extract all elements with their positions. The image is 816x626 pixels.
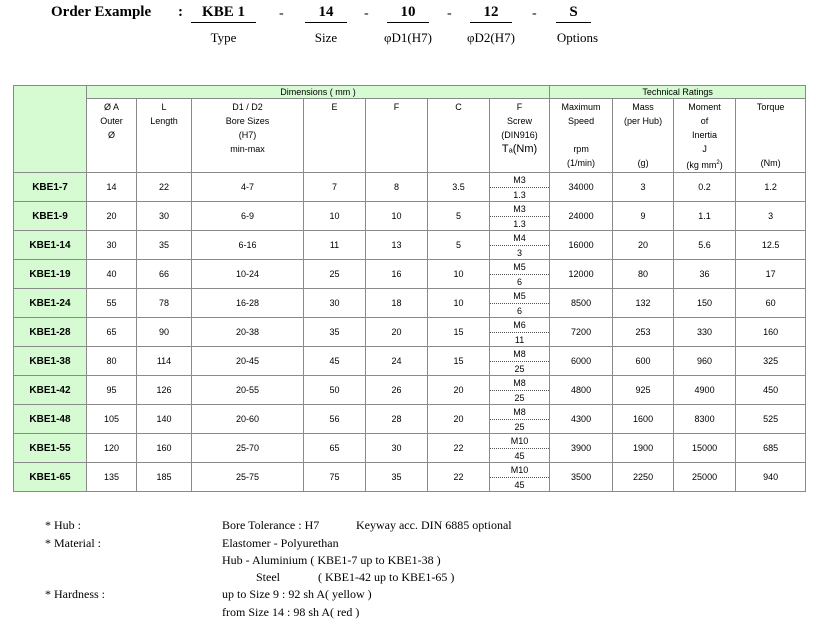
cell-screw: [490, 347, 550, 376]
cell-mass: 925: [613, 376, 674, 405]
cell-f: 13: [366, 231, 428, 260]
screw-size: M6: [490, 319, 549, 333]
cell-inertia: 15000: [674, 434, 736, 463]
cell-c: 5: [428, 231, 490, 260]
cell-l: 30: [137, 202, 192, 231]
order-code-options: S: [556, 4, 591, 23]
order-label-d2: φD2(H7): [467, 30, 515, 45]
cell-e: 75: [304, 463, 366, 492]
screw-size: M8: [490, 406, 549, 420]
cell-f: 8: [366, 173, 428, 202]
cell-e: 65: [304, 434, 366, 463]
screw-size: M3: [490, 174, 549, 188]
header-f: F: [366, 99, 428, 173]
order-code-type: KBE 1: [191, 4, 256, 23]
screw-size: M10: [490, 464, 549, 478]
cell-c: 22: [428, 434, 490, 463]
cell-e: 30: [304, 289, 366, 318]
note-material-line: ( KBE1-42 up to KBE1-65 ): [318, 570, 455, 584]
note-hub-text: Bore Tolerance : H7: [222, 518, 320, 532]
screw-torque: 25: [514, 392, 525, 403]
header-screw: F Screw (DIN916) Tₐ(Nm): [490, 99, 550, 173]
screw-size: M8: [490, 377, 549, 391]
cell-a: 135: [87, 463, 137, 492]
cell-a: 105: [87, 405, 137, 434]
cell-torque: 12.5: [736, 231, 806, 260]
cell-torque: 60: [736, 289, 806, 318]
note-material-line: Steel: [256, 570, 280, 584]
screw-torque: 25: [514, 421, 525, 432]
cell-model: KBE1-42: [14, 376, 87, 405]
table-row: [14, 231, 806, 260]
cell-f: 35: [366, 463, 428, 492]
cell-a: 120: [87, 434, 137, 463]
cell-screw: [490, 376, 550, 405]
cell-l: 114: [137, 347, 192, 376]
cell-a: 65: [87, 318, 137, 347]
cell-screw: [490, 463, 550, 492]
note-material-label: * Material :: [45, 536, 101, 550]
cell-model: KBE1-19: [14, 260, 87, 289]
cell-f: 16: [366, 260, 428, 289]
order-dash: -: [447, 6, 452, 21]
cell-model: KBE1-65: [14, 463, 87, 492]
cell-d: 25-70: [192, 434, 304, 463]
cell-mass: 9: [613, 202, 674, 231]
cell-l: 90: [137, 318, 192, 347]
screw-torque: 25: [514, 363, 525, 374]
cell-c: 5: [428, 202, 490, 231]
spec-table: [13, 85, 806, 492]
cell-screw: [490, 318, 550, 347]
cell-screw: [490, 202, 550, 231]
cell-l: 78: [137, 289, 192, 318]
cell-mass: 20: [613, 231, 674, 260]
cell-inertia: 150: [674, 289, 736, 318]
cell-speed: 24000: [550, 202, 613, 231]
cell-l: 140: [137, 405, 192, 434]
cell-model: KBE1-14: [14, 231, 87, 260]
cell-mass: 132: [613, 289, 674, 318]
header-e: E: [304, 99, 366, 173]
cell-f: 18: [366, 289, 428, 318]
cell-f: 28: [366, 405, 428, 434]
header-mass: Mass (per Hub) (g): [613, 99, 674, 173]
cell-l: 126: [137, 376, 192, 405]
order-code-d2: 12: [470, 4, 512, 23]
order-label-type: Type: [210, 30, 237, 45]
cell-d: 20-55: [192, 376, 304, 405]
cell-c: 15: [428, 347, 490, 376]
cell-c: 20: [428, 405, 490, 434]
screw-size: M8: [490, 348, 549, 362]
cell-e: 10: [304, 202, 366, 231]
cell-screw: [490, 231, 550, 260]
screw-size: M5: [490, 290, 549, 304]
screw-torque: 6: [517, 305, 523, 316]
cell-inertia: 8300: [674, 405, 736, 434]
screw-torque: 3: [517, 247, 523, 258]
note-material-line: Hub - Aluminium ( KBE1-7 up to KBE1-38 ): [222, 553, 441, 567]
order-dash: -: [364, 6, 369, 21]
cell-c: 3.5: [428, 173, 490, 202]
order-code-size: 14: [305, 4, 347, 23]
cell-a: 14: [87, 173, 137, 202]
cell-e: 11: [304, 231, 366, 260]
cell-torque: 685: [736, 434, 806, 463]
table-row: [14, 376, 806, 405]
cell-speed: 3900: [550, 434, 613, 463]
cell-c: 10: [428, 289, 490, 318]
cell-e: 7: [304, 173, 366, 202]
cell-model: KBE1-48: [14, 405, 87, 434]
cell-l: 66: [137, 260, 192, 289]
cell-a: 40: [87, 260, 137, 289]
screw-size: M4: [490, 232, 549, 246]
cell-speed: 12000: [550, 260, 613, 289]
cell-a: 30: [87, 231, 137, 260]
cell-mass: 1900: [613, 434, 674, 463]
cell-torque: 160: [736, 318, 806, 347]
note-material-line: Elastomer - Polyurethan: [222, 536, 339, 550]
cell-e: 25: [304, 260, 366, 289]
cell-f: 20: [366, 318, 428, 347]
cell-inertia: 1.1: [674, 202, 736, 231]
cell-torque: 17: [736, 260, 806, 289]
screw-torque: 45: [514, 479, 525, 490]
order-dash: -: [279, 6, 284, 21]
cell-mass: 600: [613, 347, 674, 376]
note-hardness-line: from Size 14 : 98 sh A( red ): [222, 605, 360, 619]
cell-model: KBE1-55: [14, 434, 87, 463]
cell-l: 185: [137, 463, 192, 492]
header-torque: Torque (Nm): [736, 99, 806, 173]
cell-e: 50: [304, 376, 366, 405]
table-row: [14, 260, 806, 289]
cell-l: 22: [137, 173, 192, 202]
group-dimensions: Dimensions ( mm ): [87, 86, 550, 99]
cell-inertia: 4900: [674, 376, 736, 405]
order-example-colon: :: [178, 4, 183, 20]
screw-size: M10: [490, 435, 549, 449]
cell-torque: 940: [736, 463, 806, 492]
header-max-speed: Maximum Speed rpm (1/min): [550, 99, 613, 173]
cell-inertia: 25000: [674, 463, 736, 492]
screw-size: M3: [490, 203, 549, 217]
header-corner: [14, 86, 87, 173]
cell-speed: 4800: [550, 376, 613, 405]
cell-speed: 6000: [550, 347, 613, 376]
cell-a: 80: [87, 347, 137, 376]
cell-e: 56: [304, 405, 366, 434]
cell-screw: [490, 173, 550, 202]
cell-c: 10: [428, 260, 490, 289]
cell-l: 160: [137, 434, 192, 463]
cell-inertia: 0.2: [674, 173, 736, 202]
cell-speed: 4300: [550, 405, 613, 434]
cell-d: 20-38: [192, 318, 304, 347]
order-label-d1: φD1(H7): [384, 30, 432, 45]
cell-a: 55: [87, 289, 137, 318]
cell-f: 10: [366, 202, 428, 231]
cell-torque: 1.2: [736, 173, 806, 202]
header-c: C: [428, 99, 490, 173]
cell-model: KBE1-24: [14, 289, 87, 318]
cell-model: KBE1-28: [14, 318, 87, 347]
screw-torque: 1.3: [513, 189, 526, 200]
cell-inertia: 960: [674, 347, 736, 376]
cell-f: 26: [366, 376, 428, 405]
screw-torque: 6: [517, 276, 523, 287]
cell-speed: 34000: [550, 173, 613, 202]
cell-speed: 8500: [550, 289, 613, 318]
cell-speed: 7200: [550, 318, 613, 347]
table-row: [14, 434, 806, 463]
cell-d: 6-16: [192, 231, 304, 260]
cell-d: 20-45: [192, 347, 304, 376]
cell-d: 10-24: [192, 260, 304, 289]
order-code-d1: 10: [387, 4, 429, 23]
cell-c: 20: [428, 376, 490, 405]
cell-screw: [490, 289, 550, 318]
header-outer-diameter: Ø A Outer Ø: [87, 99, 137, 173]
cell-speed: 16000: [550, 231, 613, 260]
table-row: [14, 463, 806, 492]
cell-mass: 3: [613, 173, 674, 202]
cell-inertia: 36: [674, 260, 736, 289]
screw-torque: 45: [514, 450, 525, 461]
cell-l: 35: [137, 231, 192, 260]
cell-f: 30: [366, 434, 428, 463]
screw-torque: 1.3: [513, 218, 526, 229]
cell-f: 24: [366, 347, 428, 376]
cell-d: 4-7: [192, 173, 304, 202]
header-bore-sizes: D1 / D2 Bore Sizes (H7) min-max: [192, 99, 304, 173]
cell-model: KBE1-38: [14, 347, 87, 376]
note-hardness-line: up to Size 9 : 92 sh A( yellow ): [222, 587, 372, 601]
cell-screw: [490, 434, 550, 463]
order-label-size: Size: [314, 30, 338, 45]
table-row: [14, 347, 806, 376]
cell-d: 6-9: [192, 202, 304, 231]
table-row: [14, 405, 806, 434]
cell-torque: 325: [736, 347, 806, 376]
cell-torque: 450: [736, 376, 806, 405]
cell-c: 15: [428, 318, 490, 347]
cell-mass: 2250: [613, 463, 674, 492]
cell-e: 35: [304, 318, 366, 347]
cell-torque: 3: [736, 202, 806, 231]
cell-a: 20: [87, 202, 137, 231]
cell-d: 20-60: [192, 405, 304, 434]
header-length: L Length: [137, 99, 192, 173]
cell-inertia: 330: [674, 318, 736, 347]
table-row: [14, 173, 806, 202]
note-hub-keyway: Keyway acc. DIN 6885 optional: [356, 518, 512, 532]
cell-inertia: 5.6: [674, 231, 736, 260]
cell-mass: 1600: [613, 405, 674, 434]
screw-torque: 11: [514, 334, 525, 345]
cell-model: KBE1-9: [14, 202, 87, 231]
cell-screw: [490, 260, 550, 289]
cell-model: KBE1-7: [14, 173, 87, 202]
table-row: [14, 202, 806, 231]
cell-c: 22: [428, 463, 490, 492]
cell-d: 16-28: [192, 289, 304, 318]
cell-a: 95: [87, 376, 137, 405]
order-dash: -: [532, 6, 537, 21]
group-technical-ratings: Technical Ratings: [550, 86, 806, 99]
order-example-title: Order Example: [51, 4, 152, 20]
note-hardness-label: * Hardness :: [45, 587, 105, 601]
cell-mass: 253: [613, 318, 674, 347]
note-hub-label: * Hub :: [45, 518, 81, 532]
screw-size: M5: [490, 261, 549, 275]
cell-e: 45: [304, 347, 366, 376]
table-row: [14, 289, 806, 318]
cell-speed: 3500: [550, 463, 613, 492]
cell-torque: 525: [736, 405, 806, 434]
cell-mass: 80: [613, 260, 674, 289]
order-label-options: Options: [556, 30, 599, 45]
cell-screw: [490, 405, 550, 434]
table-row: [14, 318, 806, 347]
header-inertia: Moment of Inertia J (kg $mm^2$): [674, 99, 736, 173]
cell-d: 25-75: [192, 463, 304, 492]
